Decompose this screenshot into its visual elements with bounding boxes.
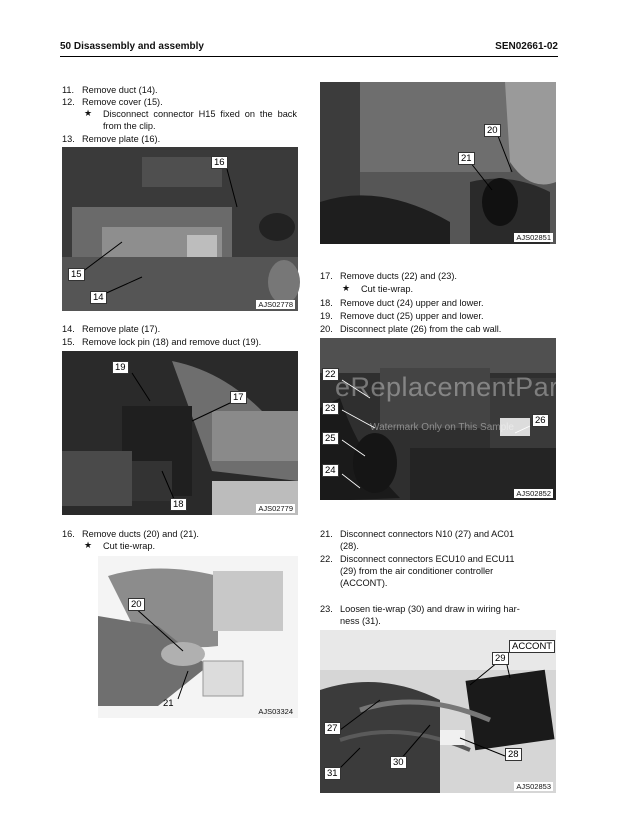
star-icon: ★ <box>342 283 351 293</box>
step-14: 14. Remove plate (17). <box>62 324 161 334</box>
star-icon: ★ <box>84 108 93 118</box>
step-17: 17. Remove ducts (22) and (23). <box>320 271 457 281</box>
document-code: SEN02661-02 <box>495 41 558 52</box>
star-icon: ★ <box>84 540 93 550</box>
step-19: 19. Remove duct (25) upper and lower. <box>320 311 484 321</box>
step-23-cont: ness (31). <box>340 616 381 626</box>
step-21: 21. Disconnect connectors N10 (27) and AC01 <box>320 529 515 539</box>
callout-17: 17 <box>230 391 247 404</box>
callout-23: 23 <box>322 402 339 415</box>
step-22: 22. Disconnect connectors ECU10 and ECU11 <box>320 554 515 564</box>
page-header <box>60 40 558 57</box>
photo-plate-16 <box>62 147 298 311</box>
callout-24: 24 <box>322 464 339 477</box>
photo-1-drawing <box>62 147 298 311</box>
photo-6-drawing <box>320 630 556 793</box>
callout-19: 19 <box>112 361 129 374</box>
step-18: 18. Remove duct (24) upper and lower. <box>320 298 484 308</box>
photo-code: AJS02778 <box>258 300 293 309</box>
step-12-note: Disconnect connector H15 fixed on the back from the clip. <box>103 109 297 132</box>
step-22-cont: (29) from the air conditioner controller <box>340 566 494 576</box>
photo-5-drawing <box>320 338 556 500</box>
callout-20: 20 <box>128 598 145 611</box>
photo-code: AJS02779 <box>258 504 293 513</box>
step-16: 16. Remove ducts (20) and (21). <box>62 529 199 539</box>
callout-26: 26 <box>532 414 549 427</box>
callout-30: 30 <box>390 756 407 769</box>
watermark-text: eReplacementParts.com <box>335 372 641 402</box>
callout-25: 25 <box>322 432 339 445</box>
section-title: 50 Disassembly and assembly <box>60 41 204 52</box>
photo-ducts-upper <box>320 82 556 244</box>
callout-29: 29 <box>492 652 509 665</box>
photo-code: AJS02853 <box>516 782 551 791</box>
callout-31: 31 <box>324 767 341 780</box>
step-23: 23. Loosen tie-wrap (30) and draw in wiring har- <box>320 604 520 614</box>
callout-16: 16 <box>211 156 228 169</box>
step-11: 11. Remove duct (14). <box>62 85 158 95</box>
photo-4-drawing <box>320 82 556 244</box>
step-13: 13. Remove plate (16). <box>62 134 161 144</box>
callout-22: 22 <box>322 368 339 381</box>
photo-2-drawing <box>62 351 298 515</box>
step-15: 15. Remove lock pin (18) and remove duct (19). <box>62 337 262 347</box>
photo-3-drawing <box>98 556 298 718</box>
callout-20: 20 <box>484 124 501 137</box>
step-22-cont2: (ACCONT). <box>340 578 388 588</box>
photo-ducts-22-25 <box>320 338 556 500</box>
photo-code: AJS03324 <box>258 707 293 716</box>
callout-21: 21 <box>163 698 174 709</box>
photo-ducts-20-21 <box>98 556 298 718</box>
step-12: 12. Remove cover (15). <box>62 97 163 107</box>
photo-accont <box>320 630 556 793</box>
callout-21: 21 <box>458 152 475 165</box>
step-20: 20. Disconnect plate (26) from the cab wall. <box>320 324 502 334</box>
step-21-cont: (28). <box>340 541 359 551</box>
photo-code: AJS02851 <box>516 233 551 242</box>
callout-27: 27 <box>324 722 341 735</box>
photo-duct-19 <box>62 351 298 515</box>
callout-28: 28 <box>505 748 522 761</box>
callout-accont: ACCONT <box>509 640 555 653</box>
step-17-note: Cut tie-wrap. <box>361 284 414 294</box>
callout-18: 18 <box>170 498 187 511</box>
step-16-note: Cut tie-wrap. <box>103 541 156 551</box>
callout-14: 14 <box>90 291 107 304</box>
callout-15: 15 <box>68 268 85 281</box>
watermark-subtext: Watermark Only on This Sample <box>370 422 514 433</box>
photo-code: AJS02852 <box>516 489 551 498</box>
